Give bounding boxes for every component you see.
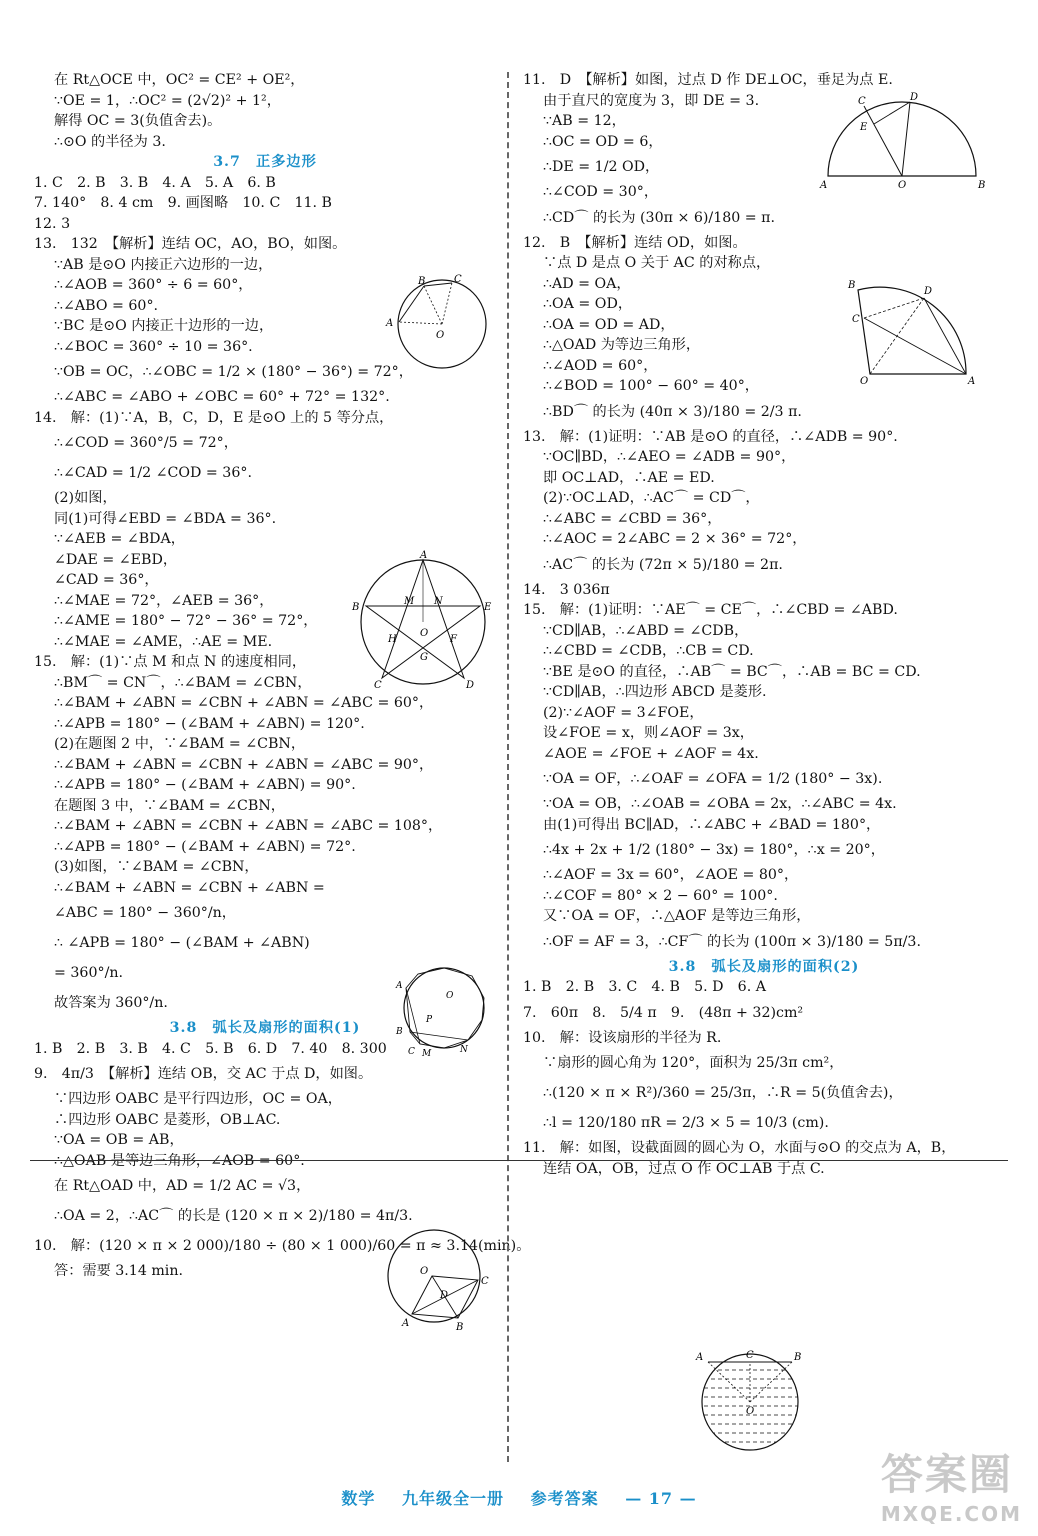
answer-line: 12. 3 [34,215,71,232]
answer-line: ∵OE = 1，∴OC² = (2√2)² + 1²， [54,92,281,109]
footer-grade: 九年级全一册 [402,1489,505,1508]
fig-label: A [386,318,394,329]
answer-line: ∠ABC = 180° − 360°/n， [54,905,236,921]
fig-label: D [466,680,475,690]
answer-line: ∴∠APB = 180° − (∠BAM + ∠ABN) = 72°. [54,838,356,855]
answer-line: 设∠FOE = x，则∠AOF = 3x， [543,725,754,741]
answer-line: 13. 132 【解析】连结 OC，AO，BO，如图。 [34,236,347,252]
answer-line: 由于直尺的宽度为 3，即 DE = 3. [543,92,760,109]
answer-line: 解得 OC = 3(负值舍去)。 [54,113,222,129]
fig-label: D [440,1290,449,1301]
fig-label: C [746,1350,754,1361]
fig-label: C [858,96,866,107]
answer-line: 同(1)可得∠EBD = ∠BDA = 36°. [54,510,277,527]
fig-label: M [422,1049,432,1058]
answer-line: 答：需要 3.14 min. [54,1263,183,1279]
answer-line: ∴4x + 2x + 1/2 (180° − 3x) = 180°，∴x = 20°， [543,842,885,858]
fig-label: D [910,92,919,103]
fig-label: O [420,1266,429,1277]
fig-label: P [426,1015,433,1025]
answer-line: 1. C 2. B 3. B 4. A 5. A 6. B [34,174,276,191]
answer-line: ∵点 D 是点 O 关于 AC 的对称点， [543,255,771,271]
answer-line: ∴∠AOF = 3x = 60°，∠AOE = 80°， [543,867,799,883]
fig-label: N [460,1045,468,1055]
answer-line: ∴△OAD 为等边三角形， [543,337,701,353]
watermark-main: 答案圈 [880,1450,1013,1499]
fig-label: H [388,634,397,645]
answer-line: ∴OA = OD， [543,296,633,312]
fig-label: A [420,550,428,561]
fig-label: B [978,180,986,190]
answer-line: ∴∠BOD = 100° − 60° = 40°， [543,378,759,394]
answer-line: 即 OC⊥AD，∴AE = ED. [543,469,715,486]
section-heading: 3.8 弧长及扇形的面积(2) [668,958,860,975]
footer-subject: 数学 [341,1489,376,1508]
fig-label: E [860,122,868,133]
fig-label: C [374,680,382,690]
answer-line: ∴l = 120/180 πR = 2/3 × 5 = 10/3 (cm). [543,1115,829,1131]
answer-line: ∠AOE = ∠FOE + ∠AOF = 4x. [543,745,759,762]
answer-line: ∴∠COD = 360°/5 = 72°， [54,435,238,451]
answer-line: ∴∠AOD = 60°， [543,357,658,374]
fig-label: B [848,280,856,291]
fig-label: O [860,376,869,387]
answer-line: ∴∠AME = 180° − 72° − 36° = 72°， [54,613,318,629]
section-heading: 3.8 弧长及扇形的面积(1) [169,1020,361,1036]
fig-label: B [352,602,360,613]
figure-rhombus [380,1222,492,1332]
answer-line: ∵CD∥AB，∴∠ABD = ∠CDB， [543,622,749,639]
fig-label: G [420,652,428,663]
answer-line: ∴BM⌒ = CN⌒，∴∠BAM = ∠CBN， [54,674,312,691]
answer-line: (2)在题图 2 中，∵∠BAM = ∠CBN， [54,736,306,752]
answer-line: ∵OA = OF，∴∠OAF = ∠OFA = 1/2 (180° − 3x). [543,771,883,787]
answer-line: 连结 OA，OB，过点 O 作 OC⊥AB 于点 C. [543,1160,825,1177]
answer-line: 1. B 2. B 3. C 4. B 5. D 6. A [523,979,766,995]
answer-line: 故答案为 360°/n. [54,995,168,1011]
fig-label: B [456,1322,464,1332]
answer-line: 10. 解：(120 × π × 2 000)/180 ÷ (80 × 1 000)/60 = π ≈ 3.14(min)。 [34,1238,531,1254]
answer-line: ∴∠ABC = ∠ABO + ∠OBC = 60° + 72° = 132°. [54,389,390,405]
answer-line: (3)如图，∵∠BAM = ∠CBN， [54,859,259,875]
fig-label: E [484,602,492,613]
answer-line: ∴∠MAE = 72°，∠AEB = 36°， [54,592,274,609]
answer-line: 15. 解：(1)∵点 M 和点 N 的速度相同， [34,654,307,670]
right-column [523,70,1005,1179]
answer-line: ∴DE = 1/2 OD， [543,159,660,175]
answer-line: 12. B 【解析】连结 OD，如图。 [523,234,747,251]
answer-line: ∵OB = OC，∴∠OBC = 1/2 × (180° − 36°) = 72°， [54,364,413,380]
fig-label: O [446,991,454,1001]
answer-line: ∴四边形 OABC 是菱形，OB⊥AC. [54,1111,281,1128]
answer-line: ∵OA = OB，∴∠OAB = ∠OBA = 2x，∴∠ABC = 4x. [543,796,897,812]
fig-label: B [418,276,426,287]
figure-hexagon-decagon [382,272,492,372]
watermark-logo [881,1442,1022,1526]
answer-line: 在题图 3 中，∵∠BAM = ∠CBN， [54,797,285,814]
answer-line: ∵∠AEB = ∠BDA， [54,531,185,547]
answer-line: ∴∠ABO = 60°. [54,297,159,314]
answer-line: (2)∵OC⊥AD，∴AC⌒ = CD⌒， [543,490,760,506]
footer-type: 参考答案 [530,1489,599,1508]
answer-line: ∴OA = 2，∴AC⌒ 的长是 (120 × π × 2)/180 = 4π/3. [54,1208,413,1224]
answer-line: = 360°/n. [54,965,123,981]
answer-line: 7. 60π 8. 5/4 π 9. (48π + 32)cm² [523,1004,804,1021]
answer-line: ∴∠MAE = ∠AME，∴AE = ME. [54,633,273,650]
answer-line: ∴∠ABC = ∠CBD = 36°， [543,510,722,527]
answer-line: ∵AB 是⊙O 内接正六边形的一边， [54,256,273,273]
answer-line: ∵扇形的圆心角为 120°，面积为 25/3π cm²， [543,1055,844,1071]
answer-line: ∴∠BAM + ∠ABN = ∠CBN + ∠ABN = [54,879,325,896]
answer-line: ∴(120 × π × R²)/360 = 25/3π，∴R = 5(负值舍去)， [543,1085,903,1101]
answer-line: 14. 3 036π [523,581,610,598]
figure-circle-p [392,966,498,1058]
answer-line: ∵BC 是⊙O 内接正十边形的一边， [54,318,274,334]
answer-line: 在 Rt△OAD 中，AD = 1/2 AC = √3， [54,1178,311,1194]
answer-line: ∴OA = OD = AD， [543,316,675,333]
answer-line: ∴∠CAD = 1/2 ∠COD = 36°. [54,465,252,481]
answer-line: 11. D 【解析】如图，过点 D 作 DE⊥OC，垂足为点 E. [523,72,893,88]
answer-line: 由(1)可得出 BC∥AD，∴∠ABC + ∠BAD = 180°， [543,816,881,833]
answer-line: ∠CAD = 36°， [54,572,159,588]
answer-line: 9. 4π/3 【解析】连结 OB，交 AC 于点 D，如图。 [34,1066,373,1082]
fig-label: O [746,1406,755,1417]
fig-label: C [408,1047,415,1057]
answer-line: ∴∠BAM + ∠ABN = ∠CBN + ∠ABN = ∠ABC = 60°， [54,695,434,711]
fig-label: B [794,1352,802,1363]
answer-line: ∴∠COD = 30°， [543,184,659,200]
answer-line: ∴BD⌒ 的长为 (40π × 3)/180 = 2/3 π. [543,403,802,420]
answer-line: ∴CD⌒ 的长为 (30π × 6)/180 = π. [543,209,776,226]
fig-label: A [820,180,828,190]
fig-label: A [968,376,976,387]
answer-line: ∴∠APB = 180° − (∠BAM + ∠ABN) = 120°. [54,715,365,732]
fig-label: B [396,1027,403,1037]
answer-line: ∴∠APB = 180° − (∠BAM + ∠ABN) = 90°. [54,777,356,793]
fig-label: M [404,596,415,607]
column-divider [507,72,509,1462]
fig-label: C [454,274,462,285]
answer-line: ∵BE 是⊙O 的直径，∴AB⌒ = BC⌒，∴AB = BC = CD. [543,663,921,680]
answer-line: ∴∠BAM + ∠ABN = ∠CBN + ∠ABN = ∠ABC = 90°， [54,756,434,773]
answer-line: 11. 解：如图，设截面圆的圆心为 O，水面与⊙O 的交点为 A，B， [523,1140,956,1156]
footer-page-number: — 17 — [625,1489,697,1508]
answer-line: ∴ ∠APB = 180° − (∠BAM + ∠ABN) [54,935,310,951]
answer-line: 13. 解：(1)证明：∵AB 是⊙O 的直径，∴∠ADB = 90°. [523,428,898,445]
figure-sector [846,278,986,388]
fig-label: A [396,981,403,991]
answer-line: ∵OA = OB = AB， [54,1132,184,1148]
answer-line: ∵OC∥BD，∴∠AEO = ∠ADB = 90°， [543,449,796,465]
answer-line: 1. B 2. B 3. B 4. C 5. B 6. D 7. 40 8. 300 [34,1040,387,1057]
figure-water [690,1346,814,1454]
answer-line: ∴△OAB 是等边三角形，∠AOB = 60°. [54,1152,305,1169]
fig-label: A [696,1352,704,1363]
answer-line: ∴OC = OD = 6， [543,133,663,150]
figure-semicircle [818,90,988,190]
fig-label: O [898,180,907,190]
answer-line: 14. 解：(1)∵A，B，C，D，E 是⊙O 上的 5 等分点， [34,409,394,426]
answer-line: ∴OF = AF = 3，∴CF⌒ 的长为 (100π × 3)/180 = 5π/3. [543,933,921,950]
fig-label: D [924,286,933,297]
fig-label: C [852,314,860,325]
fig-label: O [420,628,429,639]
answer-line: ∴⊙O 的半径为 3. [54,133,166,150]
answer-line: ∴∠AOC = 2∠ABC = 2 × 36° = 72°， [543,531,807,547]
section-rule [30,1160,1008,1161]
answer-line: 7. 140° 8. 4 cm 9. 画图略 10. C 11. B [34,195,332,211]
answer-line: ∴∠BAM + ∠ABN = ∠CBN + ∠ABN = ∠ABC = 108°， [54,818,443,834]
fig-label: A [402,1318,410,1329]
fig-label: N [434,596,443,607]
fig-label: O [436,330,445,341]
answer-line: 又∵OA = OF，∴△AOF 是等边三角形， [543,908,811,924]
section-heading: 3.7 正多边形 [213,154,317,170]
fig-label: F [450,634,457,645]
answer-line: ∵AB = 12， [543,113,626,129]
answer-line: ∴AD = OA， [543,275,631,292]
answer-line: ∴∠COF = 80° × 2 − 60° = 100°. [543,887,778,904]
answer-line: ∴∠AOB = 360° ÷ 6 = 60°， [54,277,253,293]
answer-line: ∴∠CBD = ∠CDB，∴CB = CD. [543,643,754,659]
fig-label: C [481,1276,489,1287]
figure-pentagram [348,550,498,690]
answer-line: 15. 解：(1)证明：∵AE⌒ = CE⌒，∴∠CBD = ∠ABD. [523,602,898,618]
answer-line: (2)∵∠AOF = 3∠FOE， [543,704,704,721]
answer-line: ∵四边形 OABC 是平行四边形，OC = OA， [54,1091,342,1107]
answer-line: ∵CD∥AB，∴四边形 ABCD 是菱形. [543,684,767,700]
answer-line: ∠DAE = ∠EBD， [54,551,178,568]
answer-line: (2)如图， [54,490,117,506]
answer-line: ∴AC⌒ 的长为 (72π × 5)/180 = 2π. [543,556,783,573]
answer-line: 10. 解：设该扇形的半径为 R. [523,1029,722,1046]
answer-line: ∴∠BOC = 360° ÷ 10 = 36°. [54,338,253,355]
watermark-sub: MXQE.COM [880,1502,1022,1526]
answer-line: 在 Rt△OCE 中，OC² = CE² + OE²， [54,72,305,88]
